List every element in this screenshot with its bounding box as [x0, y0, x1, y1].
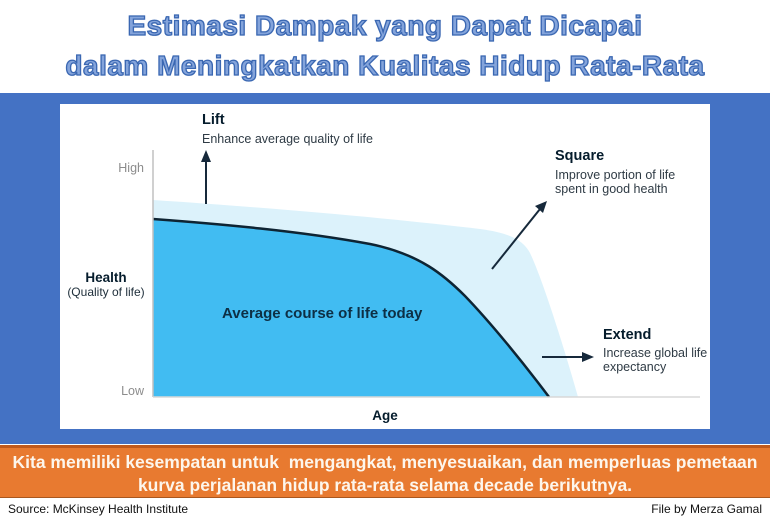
slide-title-line1: Estimasi Dampak yang Dapat Dicapai	[127, 10, 643, 41]
extend-title: Extend	[603, 327, 652, 343]
chart-panel	[0, 93, 770, 444]
y-axis-title	[60, 270, 152, 299]
extend-desc-line2: expectancy	[603, 360, 667, 374]
footer	[0, 498, 770, 524]
slide-title-line2: dalam Meningkatkan Kualitas Hidup Rata-Rata	[65, 50, 705, 81]
takeaway-line1: Kita memiliki kesempatan untuk mengangkat, menyesuaikan, dan memperluas pemetaan	[12, 452, 758, 472]
square-title: Square	[555, 148, 605, 164]
chart-card	[60, 104, 710, 429]
source-note: Source: McKinsey Health Institute	[8, 502, 189, 516]
lift-desc: Enhance average quality of life	[202, 132, 373, 146]
y-axis-low-label: Low	[121, 384, 144, 398]
credit-note: File by Merza Gamal	[651, 502, 762, 516]
square-desc-line2: spent in good health	[555, 182, 668, 196]
y-axis-title-sub: (Quality of life)	[67, 285, 145, 299]
extend-desc-line1: Increase global life	[603, 346, 708, 360]
square-desc-line1: Improve portion of life	[555, 168, 676, 182]
current-course-label: Average course of life today	[222, 305, 423, 322]
lift-title: Lift	[202, 112, 225, 128]
slide-title	[0, 6, 770, 86]
takeaway-banner	[0, 445, 770, 498]
life-course-chart	[60, 104, 710, 429]
x-axis-title: Age	[372, 408, 398, 423]
takeaway-line2: kurva perjalanan hidup rata-rata selama decade berikutnya.	[137, 474, 633, 495]
lift-arrow-icon	[201, 150, 211, 204]
y-axis-high-label: High	[118, 161, 144, 175]
y-axis-title-main: Health	[85, 270, 127, 285]
